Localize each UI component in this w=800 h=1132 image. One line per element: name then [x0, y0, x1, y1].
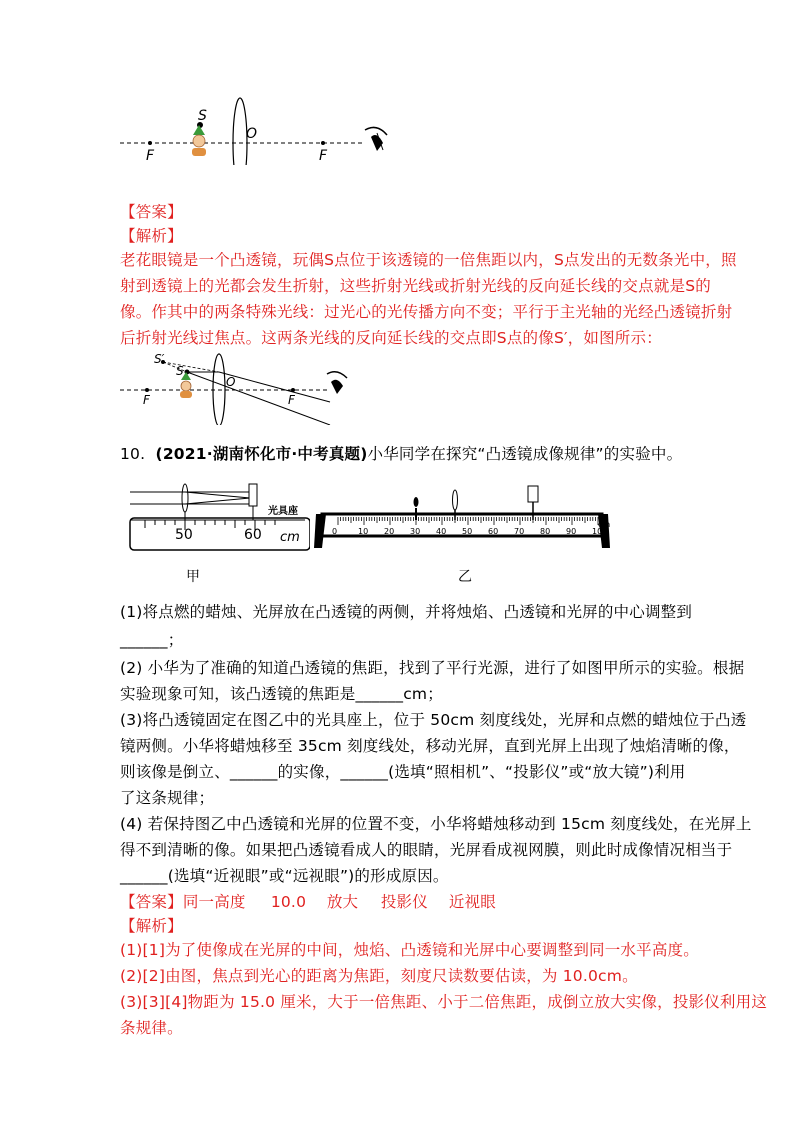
figure-yi-label: 乙 [458, 569, 472, 585]
answer-1: 同一高度 [182, 893, 246, 911]
analysis-q10-line-4: 条规律。 [120, 1019, 183, 1037]
ruler-tick-label: 40 [436, 527, 447, 536]
part-3-line-3: 则该像是倒立、______的实像，______(选填“照相机”、“投影仪”或“放大镜”)利用 [120, 763, 686, 781]
analysis-q10-line-3: (3)[3][4]物距为 15.0 厘米，大于一倍焦距、小于二倍焦距，成倒立放大实像，投影仪利用这 [120, 993, 768, 1011]
fig2-point-s-label: S [176, 364, 184, 378]
answer-label-1: 【答案】 [120, 203, 183, 221]
ruler-tick-label: 70 [514, 527, 525, 536]
answer-2: 10.0 [270, 893, 307, 911]
question-stem: 小华同学在探究“凸透镜成像规律”的实验中。 [367, 445, 683, 463]
answer-label-q10: 【答案】 [120, 893, 183, 911]
analysis-q10-line-2: (2)[2]由图，焦点到光心的距离为焦距，刻度尺读数要估读，为 10.0cm。 [120, 967, 638, 985]
part-2-line-2: 实验现象可知，该凸透镜的焦距是______cm； [120, 685, 443, 703]
ruler-unit-label: cm [598, 520, 611, 529]
part-1-line-2: ______； [120, 631, 184, 649]
part-4-line-2: 得不到清晰的像。如果把凸透镜看成人的眼睛，光屏看成视网膜，则此时成像情况相当于 [120, 841, 733, 859]
tick-60-label: 60 [244, 527, 262, 543]
ruler-tick-label: 60 [488, 527, 499, 536]
analysis-1-line-4: 后折射光线过焦点。这两条光线的反向延长线的交点即S点的像S′，如图所示： [120, 329, 662, 347]
lens-figure-2 [115, 350, 365, 425]
figure-jia [125, 478, 310, 558]
ruler-tick-label: 90 [566, 527, 577, 536]
analysis-1-line-3: 像。作其中的两条特殊光线：过光心的光传播方向不变；平行于主光轴的光经凸透镜折射 [120, 303, 733, 321]
point-s-label: S [198, 108, 207, 124]
answer-5: 近视眼 [448, 893, 496, 911]
lens-figure-1 [115, 95, 405, 165]
question-number: 10. [120, 445, 146, 463]
ruler-tick-label: 80 [540, 527, 551, 536]
unit-label: cm [280, 530, 300, 545]
tick-50-label: 50 [175, 527, 193, 543]
image-s-prime-label: S′ [154, 352, 165, 366]
part-4-line-3: ______(选填“近视眼”或“远视眼”)的形成原因。 [120, 867, 449, 885]
analysis-1-line-1: 老花眼镜是一个凸透镜，玩偶S点位于该透镜的一倍焦距以内，S点发出的无数条光中，照 [120, 251, 737, 269]
fig2-point-o-label: O [226, 375, 236, 389]
part-2-line-1: (2) 小华为了准确的知道凸透镜的焦距，找到了平行光源，进行了如图甲所示的实验。根据 [120, 659, 745, 677]
question-source: (2021·湖南怀化市·中考真题) [155, 445, 368, 463]
bench-label: 光具座 [268, 506, 298, 517]
answer-4: 投影仪 [380, 893, 428, 911]
figure-yi [312, 484, 612, 556]
part-3-line-4: 了这条规律； [120, 789, 215, 807]
question-10-header [120, 442, 682, 464]
figure-jia-label: 甲 [186, 569, 200, 585]
part-1-line-1: (1)将点燃的蜡烛、光屏放在凸透镜的两侧，并将烛焰、凸透镜和光屏的中心调整到 [120, 603, 693, 621]
part-4-line-1: (4) 若保持图乙中凸透镜和光屏的位置不变，小华将蜡烛移动到 15cm 刻度线处，在光屏上 [120, 815, 752, 833]
part-3-line-1: (3)将凸透镜固定在图乙中的光具座上，位于 50cm 刻度线处，光屏和点燃的蜡烛位于凸透 [120, 711, 747, 729]
focus-left-label: F [146, 148, 155, 164]
ruler-tick-label: 10 [358, 527, 369, 536]
fig2-focus-right-label: F [288, 393, 295, 407]
point-o-label: O [246, 126, 258, 142]
focus-right-label: F [319, 148, 328, 164]
analysis-label-q10: 【解析】 [120, 917, 183, 935]
ruler-tick-label: 20 [384, 527, 395, 536]
ruler-tick-label: 100 [592, 527, 608, 536]
ruler-tick-label: 50 [462, 527, 473, 536]
ruler-tick-label: 30 [410, 527, 421, 536]
answer-3: 放大 [326, 893, 359, 911]
analysis-q10-line-1: (1)[1]为了使像成在光屏的中间，烛焰、凸透镜和光屏中心要调整到同一水平高度。 [120, 941, 699, 959]
analysis-label-1: 【解析】 [120, 227, 183, 245]
answer-row-q10 [120, 890, 496, 912]
part-3-line-2: 镜两侧。小华将蜡烛移至 35cm 刻度线处，移动光屏，直到光屏上出现了烛焰清晰的像， [120, 737, 740, 755]
analysis-1-line-2: 射到透镜上的光都会发生折射，这些折射光线或折射光线的反向延长线的交点就是S的 [120, 277, 711, 295]
ruler-tick-label: 0 [332, 527, 338, 536]
fig2-focus-left-label: F [143, 393, 150, 407]
